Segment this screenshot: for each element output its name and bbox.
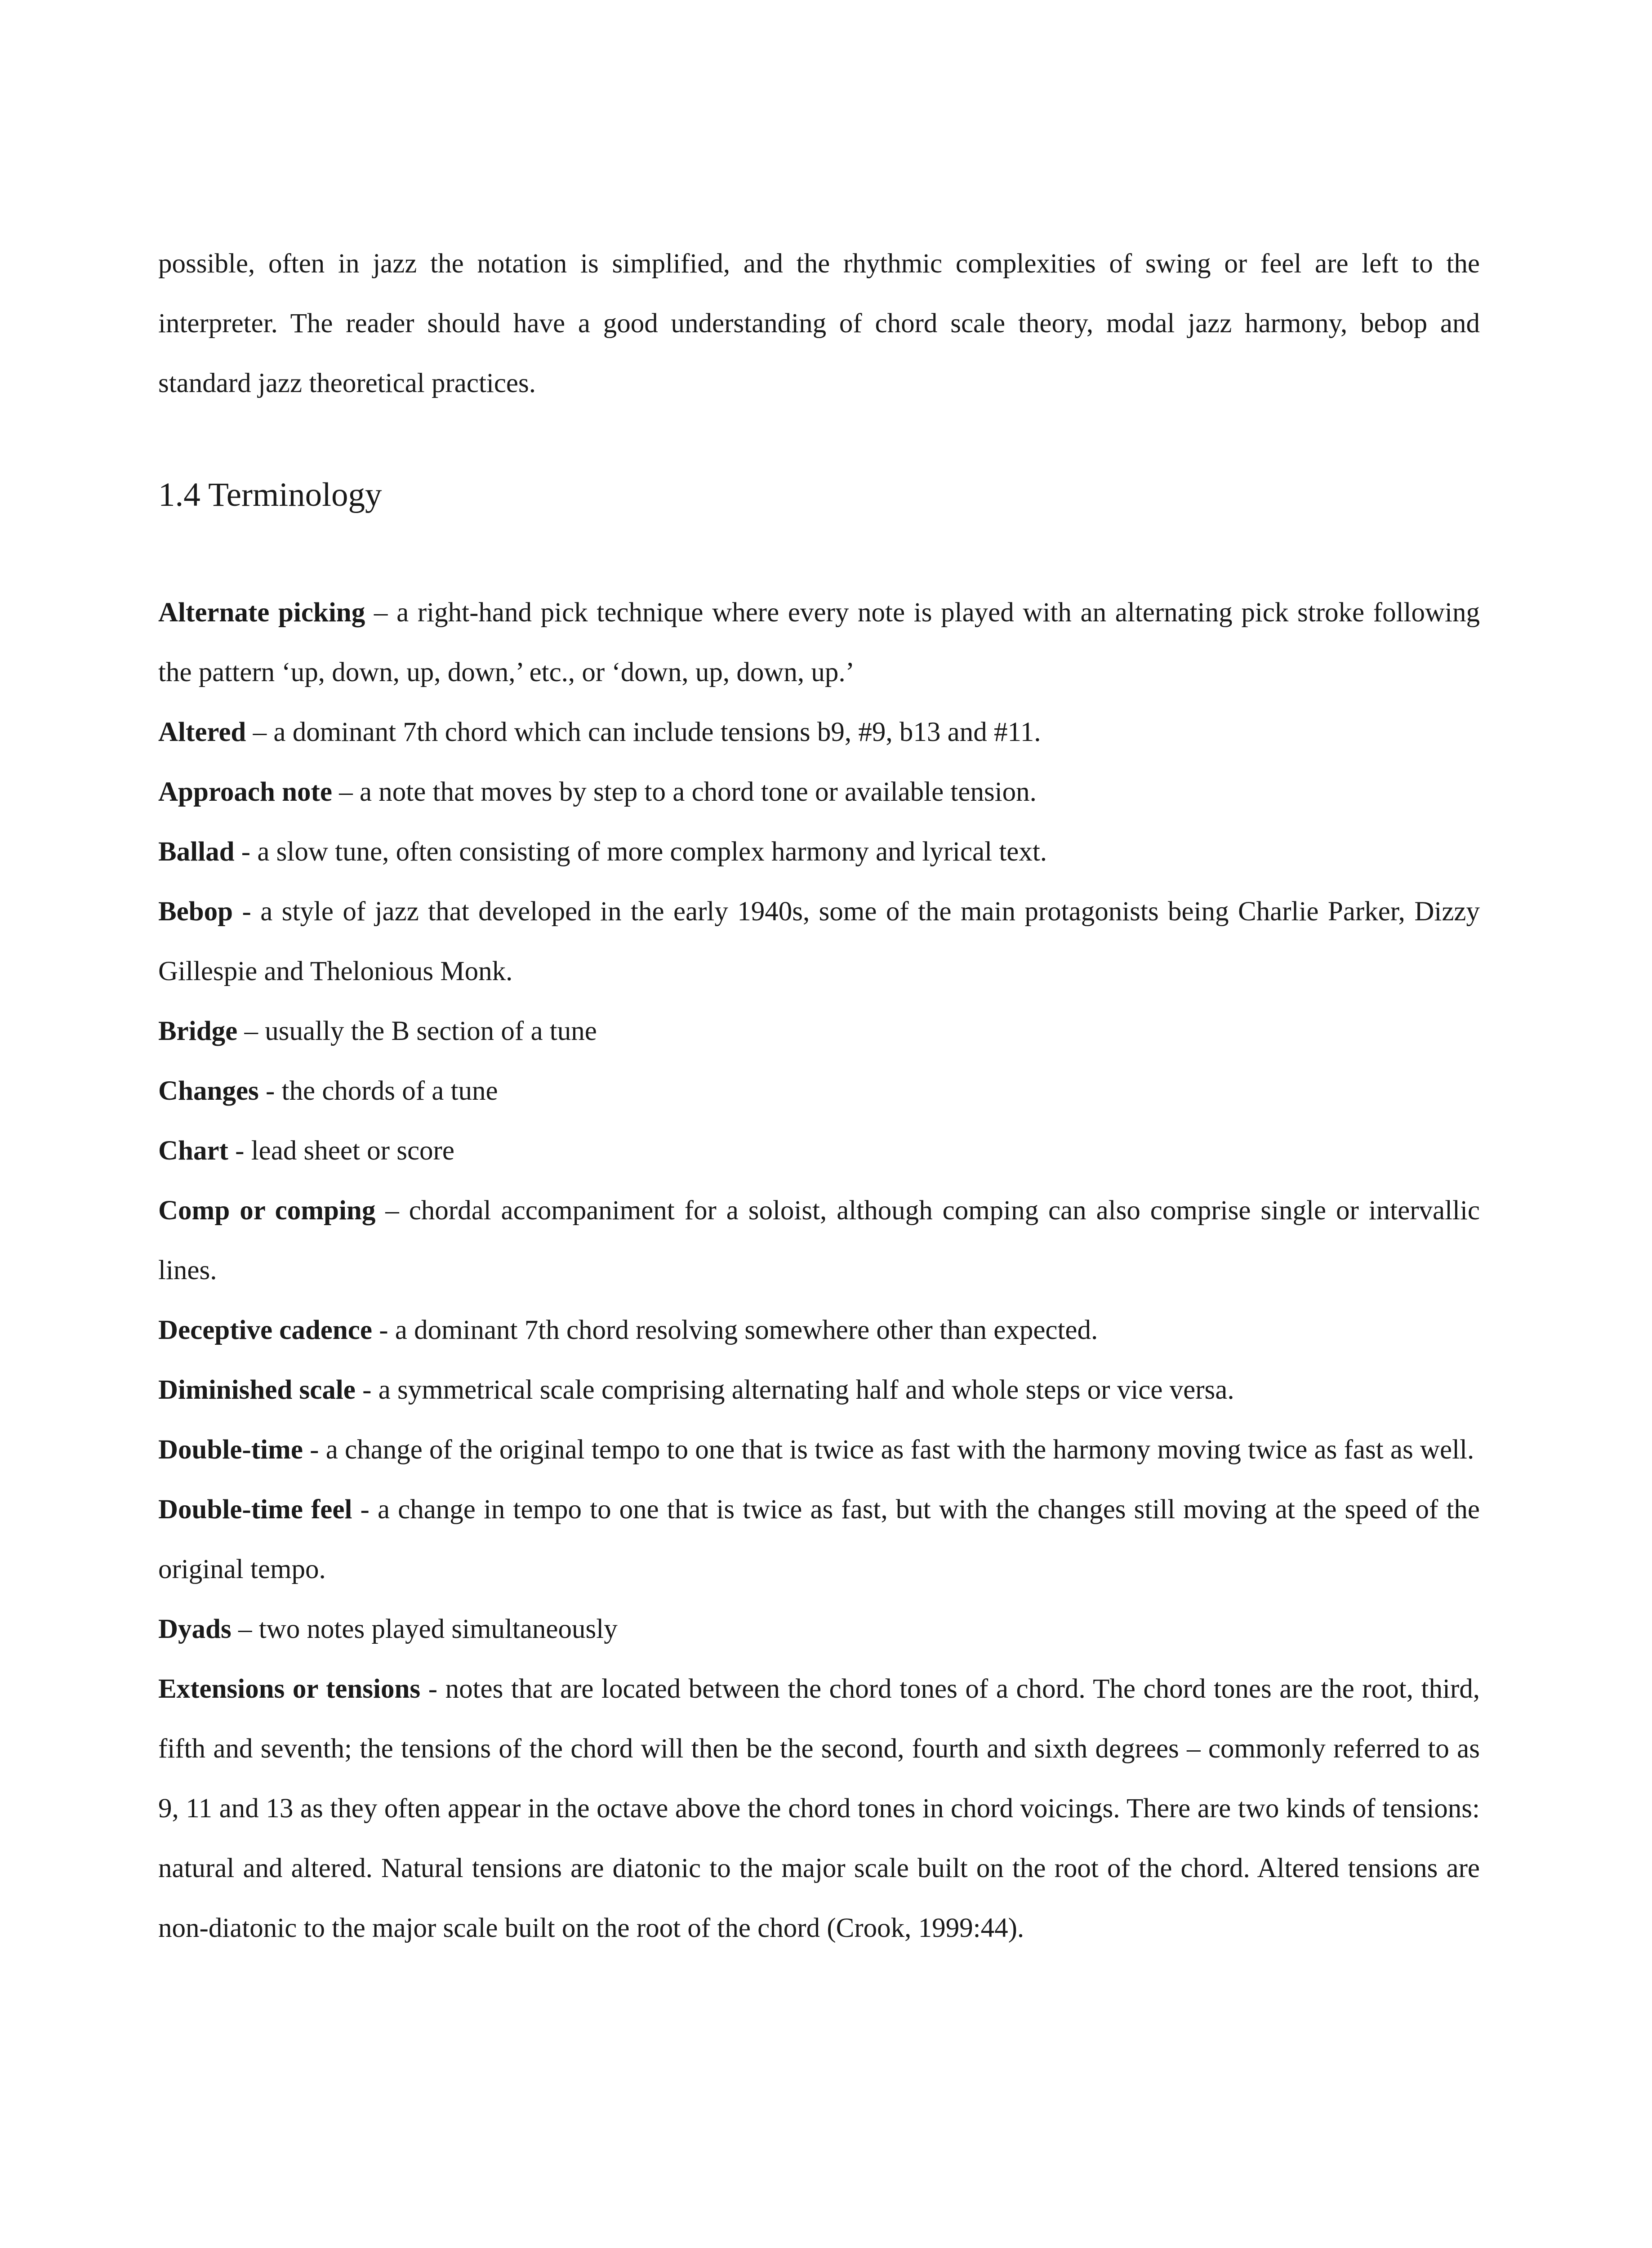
term-name: Altered — [158, 717, 246, 747]
term-separator: – — [231, 1614, 259, 1644]
term-definition: a symmetrical scale comprising alternating half and whole steps or vice versa. — [378, 1375, 1234, 1405]
term-definition: usually the B section of a tune — [265, 1016, 597, 1046]
term-name: Chart — [158, 1136, 228, 1166]
term-separator: - — [234, 837, 258, 867]
term-separator: - — [303, 1435, 326, 1465]
term-entry — [158, 1360, 1480, 1420]
term-separator: - — [355, 1375, 378, 1405]
term-separator: – — [365, 598, 397, 628]
term-entry — [158, 702, 1480, 762]
term-definition: two notes played simultaneously — [258, 1614, 618, 1644]
term-name: Bebop — [158, 897, 233, 927]
term-entry — [158, 1001, 1480, 1061]
term-entry — [158, 822, 1480, 882]
term-definition: a style of jazz that developed in the early 1940s, some of the main protagonists being Charlie Parker, Dizzy Gillespie and Thelonious Monk. — [158, 897, 1480, 986]
term-name: Diminished scale — [158, 1375, 356, 1405]
term-separator: - — [233, 897, 261, 927]
term-entry — [158, 882, 1480, 1001]
term-name: Deceptive cadence — [158, 1315, 372, 1345]
term-entry — [158, 583, 1480, 702]
term-separator: – — [375, 1195, 409, 1226]
term-entry — [158, 1300, 1480, 1360]
term-entry — [158, 1480, 1480, 1599]
term-name: Double-time — [158, 1435, 303, 1465]
term-separator: – — [332, 777, 360, 807]
term-entry — [158, 1061, 1480, 1121]
term-entry — [158, 1181, 1480, 1300]
term-definition: a note that moves by step to a chord tone or available tension. — [359, 777, 1037, 807]
term-definition: a change in tempo to one that is twice as fast, but with the changes still moving at the speed of the original tempo. — [158, 1494, 1480, 1584]
term-name: Ballad — [158, 837, 235, 867]
term-entry — [158, 1659, 1480, 1958]
term-entry — [158, 1599, 1480, 1659]
term-definition: notes that are located between the chord tones of a chord. The chord tones are the root, third, fifth and seventh; the tensions of the chord will then be the second, fourth and sixth degrees – commonly referred to as 9, 11 and 13 as they often appear in the octave above the chord tones in chord voicings. There are two kinds of tensions: natural and altered. Natural tensions are diatonic to the major scale built on the root of the chord. Altered tensions are non-diatonic to the major scale built on the root of the chord (Crook, 1999:44). — [158, 1674, 1480, 1943]
term-definition: chordal accompaniment for a soloist, although comping can also comprise single or intervallic lines. — [158, 1195, 1480, 1285]
term-separator: - — [372, 1315, 395, 1345]
term-separator: - — [420, 1674, 445, 1704]
term-name: Approach note — [158, 777, 332, 807]
term-entry — [158, 1420, 1480, 1480]
term-separator: – — [237, 1016, 265, 1046]
term-definition: a change of the original tempo to one that is twice as fast with the harmony moving twice as fast as well. — [325, 1435, 1474, 1465]
term-definition: the chords of a tune — [281, 1076, 498, 1106]
term-name: Dyads — [158, 1614, 232, 1644]
term-separator: - — [352, 1494, 378, 1525]
term-name: Bridge — [158, 1016, 238, 1046]
terminology-list — [158, 583, 1480, 1958]
term-separator: - — [228, 1136, 251, 1166]
term-entry — [158, 1121, 1480, 1181]
intro-paragraph: possible, often in jazz the notation is simplified, and the rhythmic complexities of swing or feel are left to the interpreter. The reader should have a good understanding of chord scale theory, modal jazz harmony, bebop and standard jazz theoretical practices. — [158, 249, 1480, 398]
term-definition: a dominant 7th chord resolving somewhere other than expected. — [395, 1315, 1098, 1345]
term-name: Comp or comping — [158, 1195, 376, 1226]
term-definition: a right-hand pick technique where every note is played with an alternating pick stroke following the pattern ‘up, down, up, down,’ etc., or ‘down, up, down, up.’ — [158, 598, 1480, 687]
term-definition: a slow tune, often consisting of more complex harmony and lyrical text. — [257, 837, 1047, 867]
term-definition: a dominant 7th chord which can include tensions b9, #9, b13 and #11. — [273, 717, 1041, 747]
term-definition: lead sheet or score — [251, 1136, 454, 1166]
term-name: Double-time feel — [158, 1494, 352, 1525]
term-separator: - — [258, 1076, 282, 1106]
term-separator: – — [246, 717, 274, 747]
term-name: Alternate picking — [158, 598, 365, 628]
term-entry — [158, 762, 1480, 822]
document-page — [158, 234, 1480, 1958]
section-heading: 1.4 Terminology — [158, 476, 382, 513]
term-name: Changes — [158, 1076, 259, 1106]
term-name: Extensions or tensions — [158, 1674, 421, 1704]
